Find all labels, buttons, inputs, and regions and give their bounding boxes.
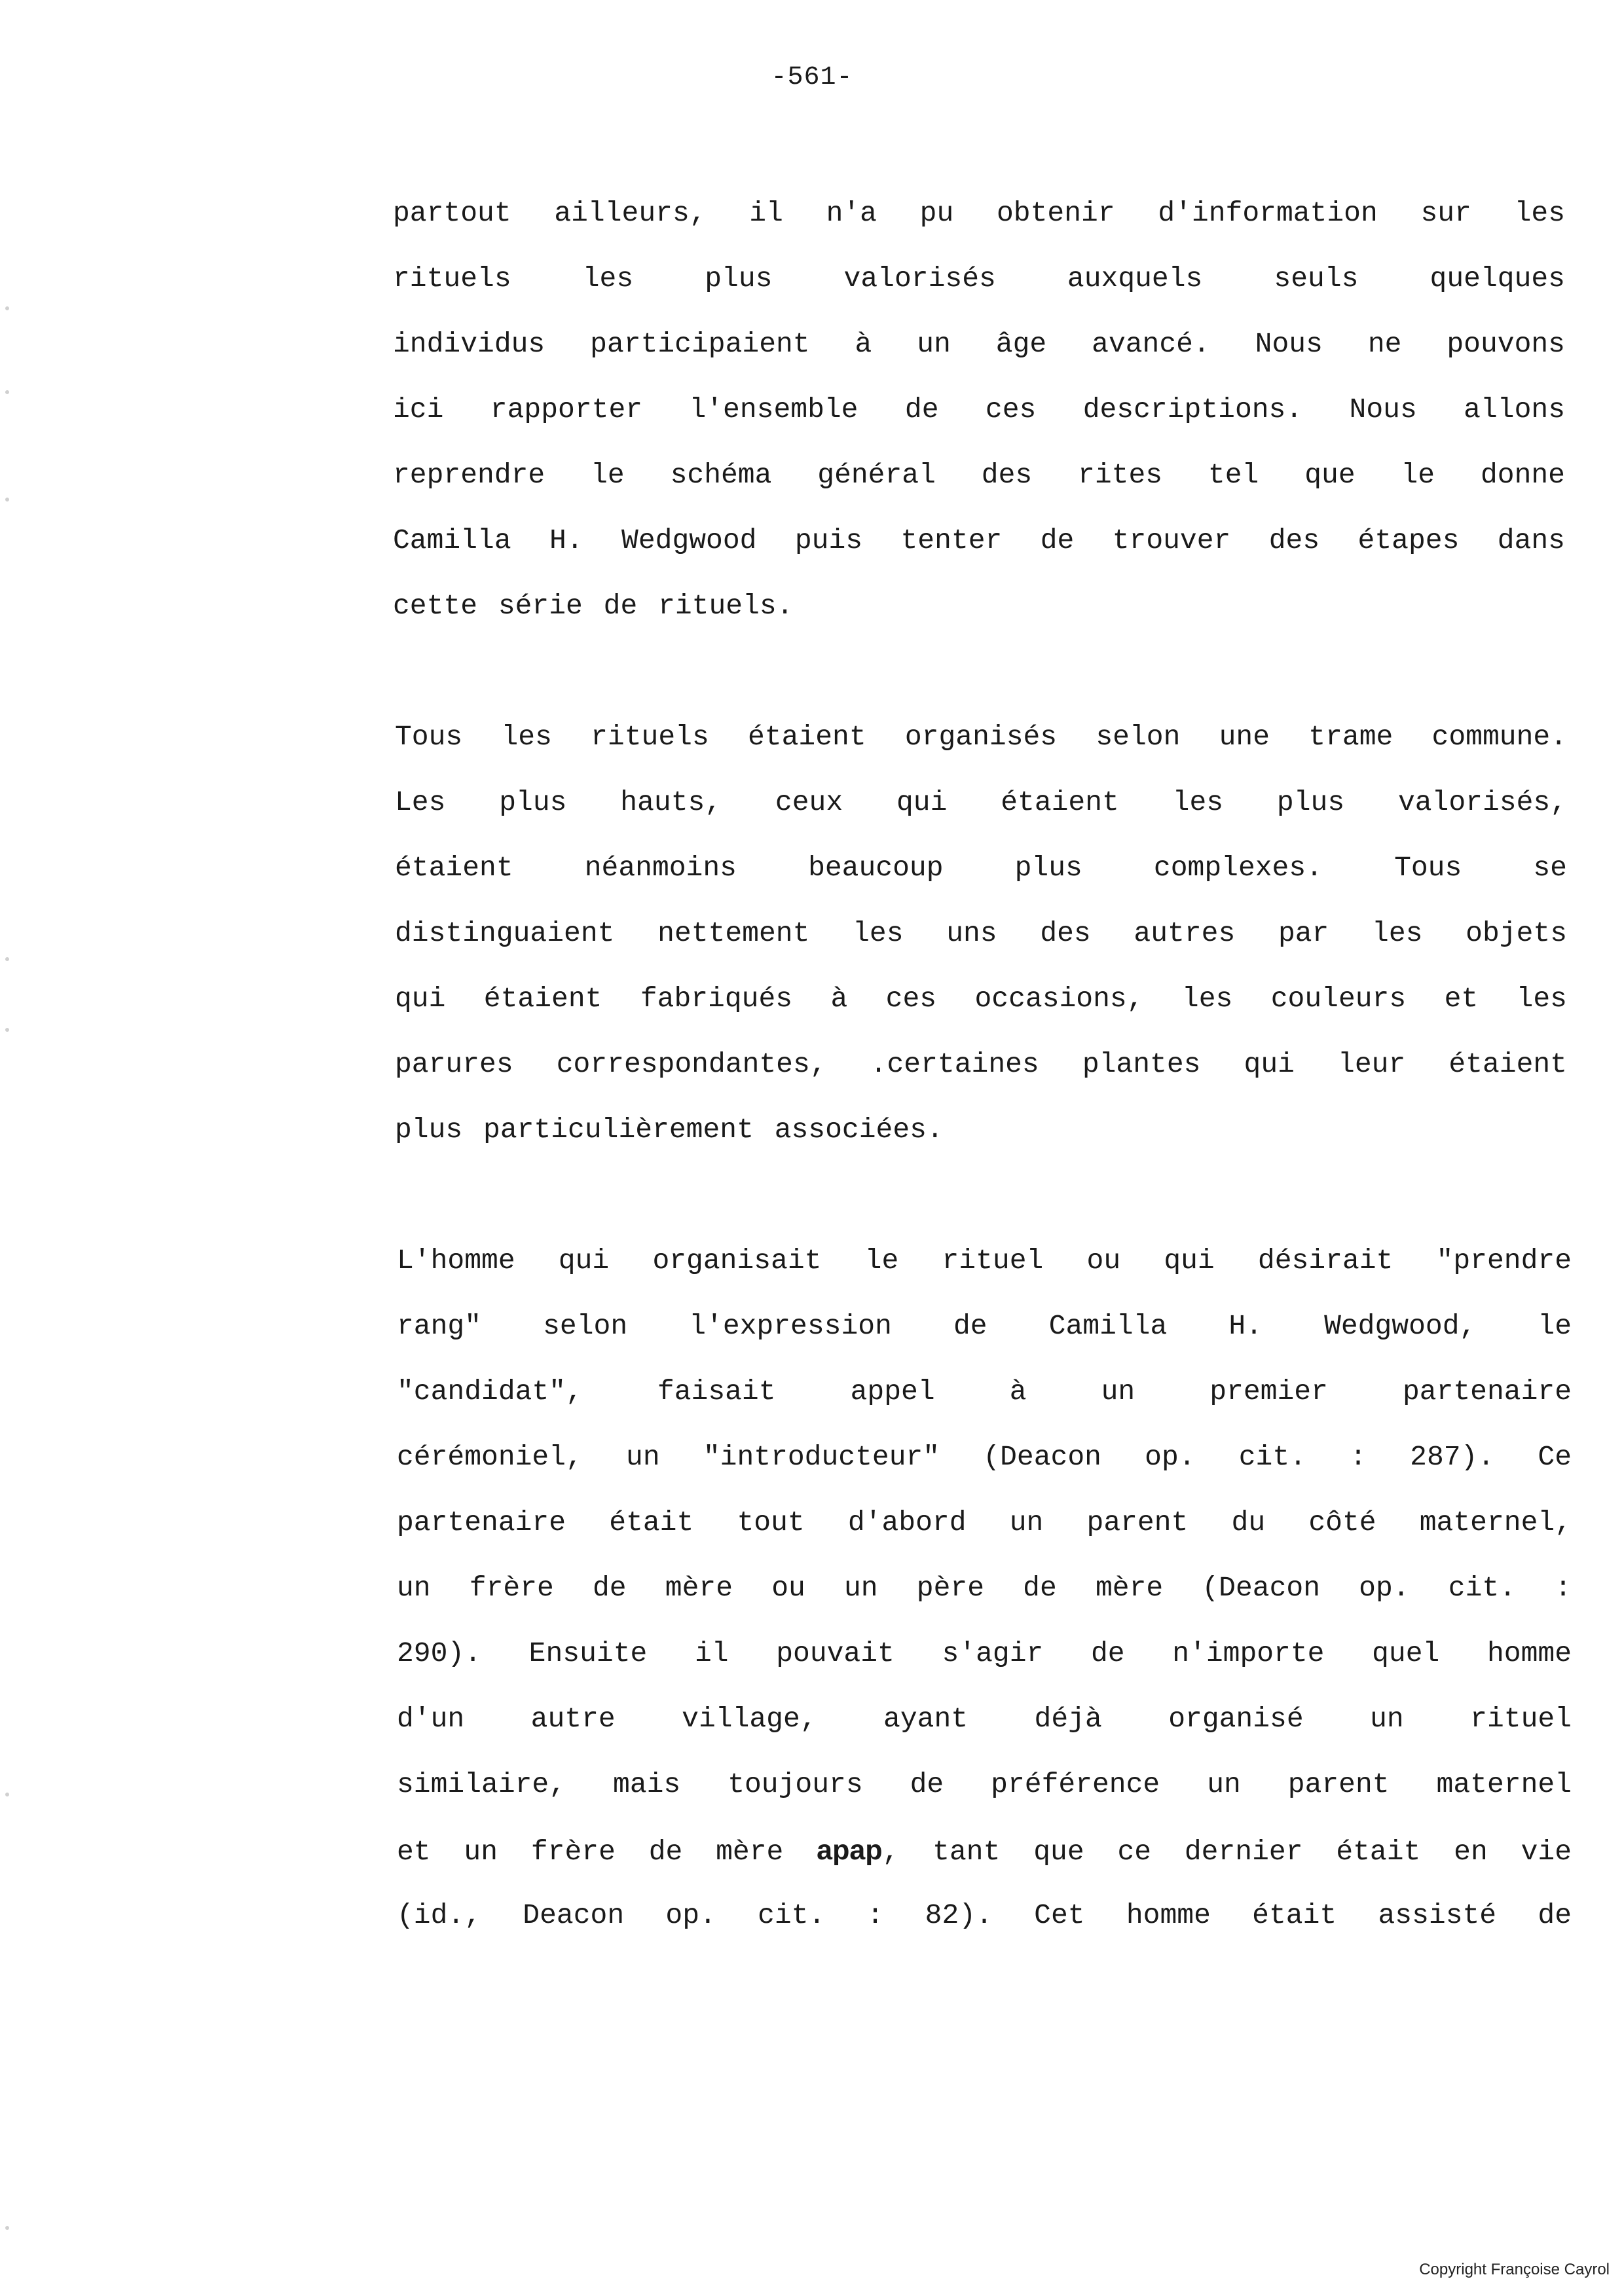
scan-artifact: [5, 957, 9, 961]
text-line: d'un autre village, ayant déjà organisé un rituel: [397, 1703, 1572, 1735]
paragraph-3: [397, 1228, 1572, 1948]
text-segment: et un frère de mère: [397, 1836, 817, 1868]
text-line: cette série de rituels.: [393, 590, 794, 622]
paragraph-1: [393, 181, 1565, 639]
text-line: distinguaient nettement les uns des autres par les objets: [395, 917, 1567, 949]
scan-artifact: [5, 498, 9, 501]
text-segment: , tant que ce dernier était en vie: [882, 1836, 1572, 1868]
text-line-with-bold-term: [397, 1817, 1572, 1883]
paragraph-2: [395, 704, 1567, 1163]
scan-artifact: [5, 1028, 9, 1032]
text-line: étaient néanmoins beaucoup plus complexes. Tous se: [395, 852, 1567, 884]
text-line: rituels les plus valorisés auxquels seuls quelques: [393, 263, 1565, 295]
scan-artifact: [5, 306, 9, 310]
text-line: individus participaient à un âge avancé. Nous ne pouvons: [393, 328, 1565, 360]
text-line: rang" selon l'expression de Camilla H. Wedgwood, le: [397, 1310, 1572, 1342]
text-line: parures correspondantes, .certaines plantes qui leur étaient: [395, 1048, 1567, 1080]
text-line: similaire, mais toujours de préférence un parent maternel: [397, 1768, 1572, 1800]
scan-artifact: [5, 2226, 9, 2230]
scan-artifact: [5, 1793, 9, 1796]
text-line: cérémoniel, un "introducteur" (Deacon op. cit. : 287). Ce: [397, 1441, 1572, 1473]
page-number: -561-: [771, 63, 853, 92]
text-line: qui étaient fabriqués à ces occasions, les couleurs et les: [395, 983, 1567, 1015]
bold-term: apap: [817, 1834, 883, 1866]
text-line: ici rapporter l'ensemble de ces descriptions. Nous allons: [393, 393, 1565, 426]
text-line: reprendre le schéma général des rites tel que le donne: [393, 459, 1565, 491]
text-line: 290). Ensuite il pouvait s'agir de n'importe quel homme: [397, 1637, 1572, 1669]
text-line: un frère de mère ou un père de mère (Deacon op. cit. :: [397, 1572, 1572, 1604]
copyright-notice: Copyright Françoise Cayrol: [1419, 2261, 1610, 2278]
text-line: Tous les rituels étaient organisés selon une trame commune.: [395, 721, 1567, 753]
text-line: (id., Deacon op. cit. : 82). Cet homme était assisté de: [397, 1899, 1572, 1931]
text-line: Les plus hauts, ceux qui étaient les plus valorisés,: [395, 786, 1567, 818]
text-line: L'homme qui organisait le rituel ou qui désirait "prendre: [397, 1245, 1572, 1277]
text-line: "candidat", faisait appel à un premier partenaire: [397, 1376, 1572, 1408]
text-line: partenaire était tout d'abord un parent du côté maternel,: [397, 1506, 1572, 1539]
text-line: Camilla H. Wedgwood puis tenter de trouver des étapes dans: [393, 524, 1565, 556]
scan-artifact: [5, 390, 9, 394]
text-line: plus particulièrement associées.: [395, 1114, 944, 1146]
text-line: partout ailleurs, il n'a pu obtenir d'information sur les: [393, 197, 1565, 229]
